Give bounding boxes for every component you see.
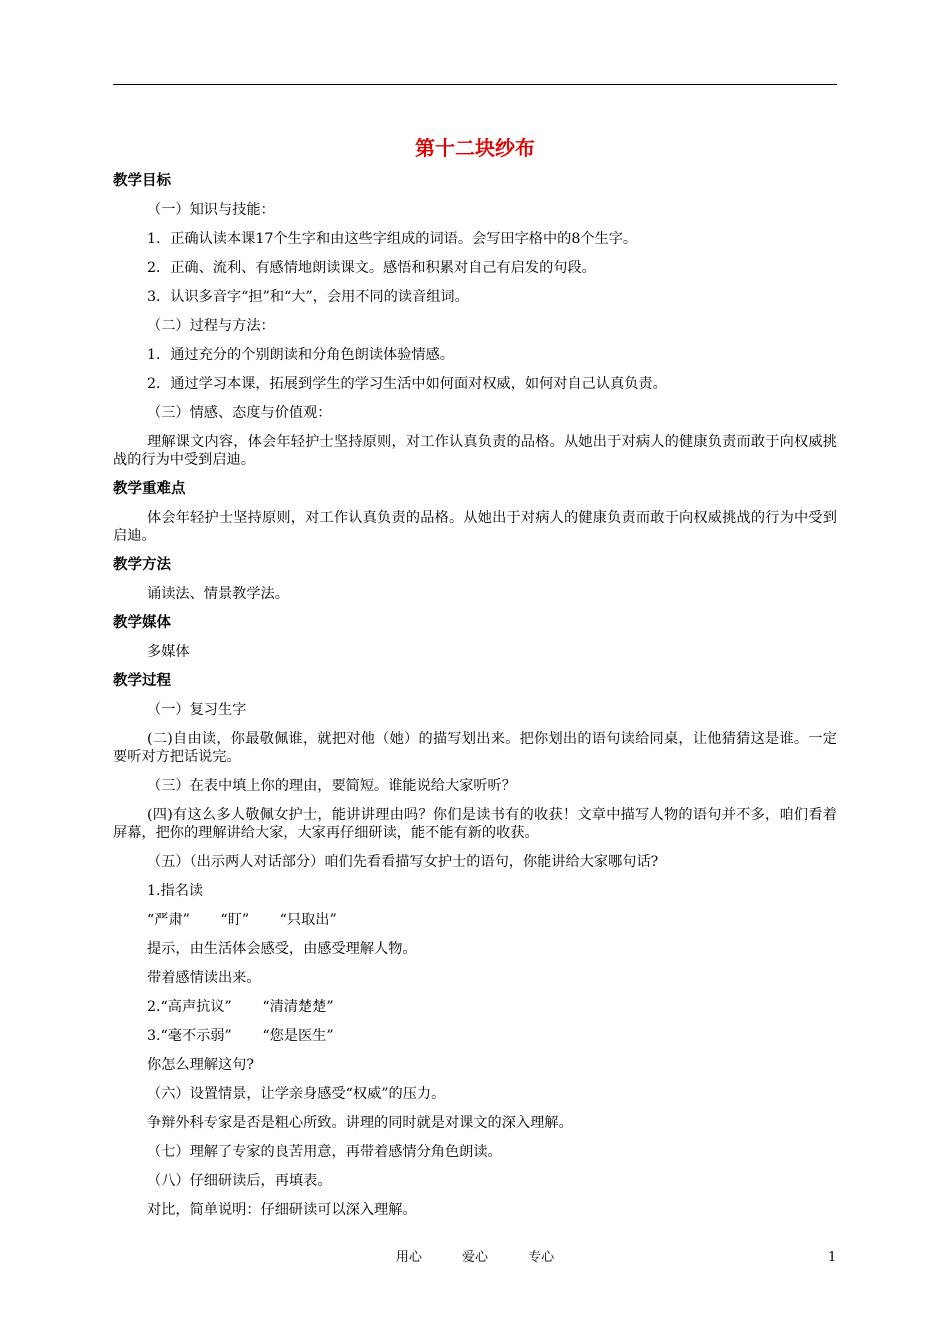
- process-step-5: （五）（出示两人对话部分）咱们先看看描写女护士的语句，你能讲给大家哪句话?: [147, 854, 659, 870]
- page-footer: [0, 1249, 950, 1267]
- process-step-3: （三）在表中填上你的理由，要简短。谁能说给大家听听？: [147, 778, 516, 794]
- process-compare: 对比，简单说明：仔细研读可以深入理解。: [147, 1202, 417, 1218]
- quote-you-are-doctor: “您是医生”: [262, 1028, 334, 1044]
- method-text: 诵读法、情景教学法。: [147, 586, 289, 602]
- process-step-1: （一）复习生字: [147, 702, 247, 718]
- footer-word-2: 爱心: [461, 1250, 488, 1265]
- process-debate: 争辩外科专家是否是粗心所致。讲理的同时就是对课文的深入理解。: [147, 1115, 573, 1131]
- objectives-para3: 理解课文内容，体会年轻护士坚持原则，对工作认真负责的品格。从她出于对病人的健康负责而敢于向权威挑战的行为中受到启迪。: [113, 434, 837, 468]
- difficulty-text: 体会年轻护士坚持原则，对工作认真负责的品格。从她出于对病人的健康负责而敢于向权威挑战的行为中受到启迪。: [113, 510, 837, 544]
- process-point-3: [147, 1026, 334, 1046]
- objectives-item-1-2: 2．正确、流利、有感情地朗读课文。感悟和积累对自己有启发的句段。: [147, 260, 596, 276]
- heading-process: 教学过程: [113, 673, 171, 689]
- objectives-sub2: （二）过程与方法：: [147, 318, 275, 334]
- objectives-item-2-2: 2．通过学习本课，拓展到学生的学习生活中如何面对权威，如何对自己认真负责。: [147, 376, 667, 392]
- footer-word-3: 专心: [528, 1250, 555, 1265]
- header-rule: [113, 84, 837, 85]
- process-step-2: (二)自由读，你最敬佩谁，就把对他（她）的描写划出来。把你划出的语句读给同桌，让他猜猜这是谁。一定要听对方把话说完。: [113, 731, 837, 765]
- heading-media: 教学媒体: [113, 615, 171, 631]
- process-question: 你怎么理解这句?: [147, 1057, 254, 1073]
- objectives-item-1-1: 1．正确认读本课17个生字和由这些字组成的词语。会写田字格中的8个生字。: [147, 231, 638, 247]
- process-step-8: （八）仔细研读后，再填表。: [147, 1173, 332, 1189]
- process-quotes-1: [147, 910, 337, 930]
- objectives-item-2-1: 1．通过充分的个别朗读和分角色朗读体验情感。: [147, 347, 454, 363]
- heading-method: 教学方法: [113, 557, 171, 573]
- objectives-sub1: （一）知识与技能：: [147, 202, 275, 218]
- process-point-2: [147, 997, 334, 1017]
- quote-clearly: “清清楚楚”: [262, 999, 334, 1015]
- quote-only-take: “只取出”: [279, 912, 337, 928]
- process-hint: 提示，由生活体会感受，由感受理解人物。: [147, 941, 417, 957]
- quote-protest: 2.“高声抗议”: [147, 999, 232, 1015]
- process-emotion: 带着感情读出来。: [147, 970, 261, 986]
- heading-objectives: 教学目标: [113, 173, 171, 189]
- quote-unyielding: 3.“毫不示弱”: [147, 1028, 232, 1044]
- heading-difficulty: 教学重难点: [113, 481, 186, 497]
- page-number: 1: [828, 1250, 837, 1265]
- page-title: 第十二块纱布: [415, 136, 535, 160]
- quote-serious: “严肃”: [147, 912, 190, 928]
- media-text: 多媒体: [147, 644, 190, 660]
- footer-word-1: 用心: [395, 1250, 422, 1265]
- quote-stare: “盯”: [220, 912, 250, 928]
- process-point-1: 1.指名读: [147, 883, 204, 899]
- process-step-7: （七）理解了专家的良苦用意，再带着感情分角色朗读。: [147, 1144, 502, 1160]
- process-step-6: （六）设置情景，让学亲身感受“权威”的压力。: [147, 1086, 446, 1102]
- objectives-sub3: （三）情感、态度与价值观：: [147, 405, 332, 421]
- process-step-4: (四)有这么多人敬佩女护士，能讲讲理由吗？你们是读书有的收获！文章中描写人物的语句并不多，咱们看着屏幕，把你的理解讲给大家，大家再仔细研读，能不能有新的收获。: [113, 807, 837, 841]
- objectives-item-1-3: 3．认识多音字“担”和“大”，会用不同的读音组词。: [147, 289, 469, 305]
